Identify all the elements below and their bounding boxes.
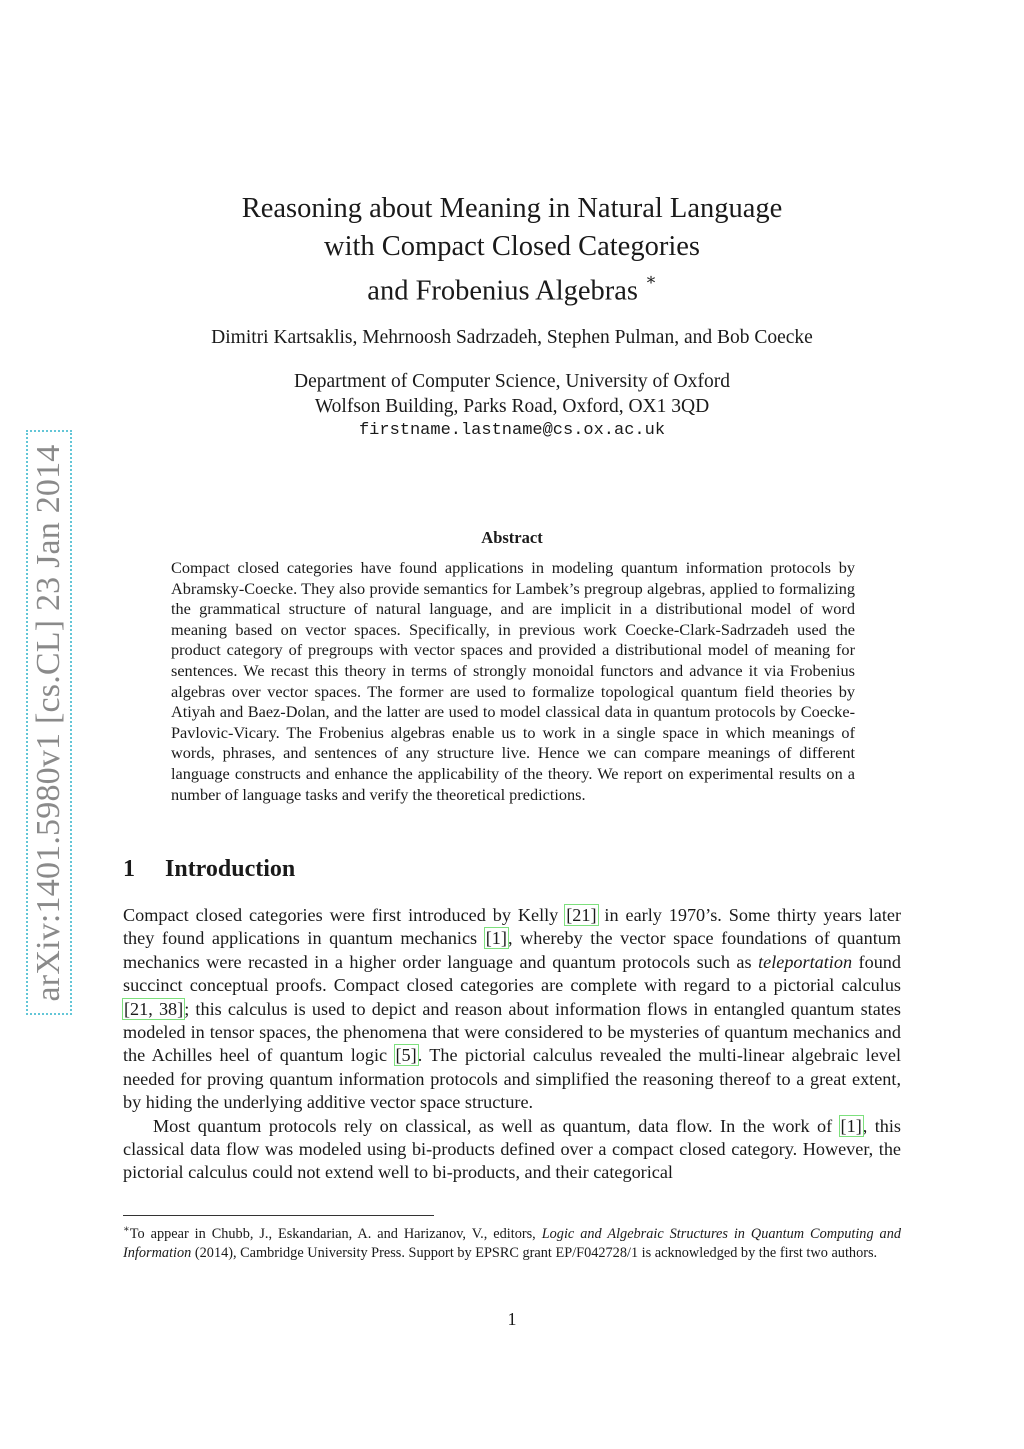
footnote-divider [123, 1215, 434, 1216]
abstract-text: Compact closed categories have found applications in modeling quantum information protocols by Abramsky-Coecke. They also provide semantics for Lambek’s pregroup algebras, applied to formalizing the grammatical structure of natural language, and are implicit in a distributional model of word meaning based on vector spaces. Specifically, in previous work Coecke-Clark-Sadrzadeh used the product category of pregroups with vector spaces and provided a distributional model of meaning for sentences. We recast this theory in terms of strongly monoidal functors and advance it via Frobenius algebras over vector spaces. The former are used to formalize topological quantum field theories by Atiyah and Baez-Dolan, and the latter are used to model classical data in quantum protocols by Coecke-Pavlovic-Vicary. The Frobenius algebras enable us to work in a single space in which meanings of words, phrases, and sentences of any structure live. Hence we can compare meanings of different language constructs and enhance the applicability of the theory. We report on experimental results on a number of language tasks and verify the theoretical predictions. [171, 558, 855, 804]
title-line-2: with Compact Closed Categories [324, 230, 700, 262]
paper-title [120, 190, 904, 310]
arxiv-identifier[interactable]: arXiv:1401.5980v1 [cs.CL] 23 Jan 2014 [30, 444, 67, 1001]
citation-link[interactable]: [21, 38] [124, 998, 184, 1019]
emphasis: teleportation [758, 951, 853, 972]
introduction-body [123, 904, 901, 1185]
arxiv-stamp[interactable] [26, 430, 72, 1015]
page-number: 1 [507, 1309, 517, 1329]
footnote: ∗To appear in Chubb, J., Eskandarian, A. and Harizanov, V., editors, Logic and Algebraic Structures in Quantum Computing and Information (2014), Cambridge University Press. Support by EPSRC grant EP/F042728/1 is acknowledged by the first two authors. [123, 1224, 901, 1262]
affiliation [120, 370, 904, 444]
author-email: firstname.lastname@cs.ox.ac.uk [358, 421, 666, 440]
affiliation-department: Department of Computer Science, University of Oxford [294, 371, 730, 392]
footnote-mark: ∗ [123, 1224, 130, 1235]
abstract-heading: Abstract [481, 528, 543, 547]
emphasis: Logic and Algebraic Structures in Quantum Computing and Information [123, 1225, 901, 1262]
section-title: Introduction [165, 856, 296, 882]
paragraph: Compact closed categories were first introduced by Kelly [21] in early 1970’s. Some thirty years later they found applications in quantum mechanics [1], whereby the vector space foundations of quantum mechanics were recasted in a higher order language and quantum protocols such as teleportation found succinct conceptual proofs. Compact closed categories are complete with regard to a pictorial calculus [21, 38]; this calculus is used to depict and reason about information flows in entangled quantum states modeled in tensor spaces, the phenomena that were considered to be mysteries of quantum mechanics and the Achilles heel of quantum logic [5]. The pictorial calculus revealed the multi-linear algebraic level needed for proving quantum information protocols and simplified the reasoning thereof to a great extent, by hiding the underlying additive vector space structure. [123, 905, 901, 1113]
title-footnote-mark[interactable]: ∗ [645, 270, 657, 289]
title-line-1: Reasoning about Meaning in Natural Language [241, 193, 783, 224]
citation-link[interactable]: [5] [395, 1045, 417, 1066]
title-line-3: and Frobenius Algebras ∗ [367, 270, 657, 307]
citation-link[interactable]: [1] [840, 1115, 862, 1136]
section-number: 1 [123, 856, 135, 882]
citation-link[interactable]: [1] [485, 928, 507, 949]
paragraph: Most quantum protocols rely on classical, as well as quantum, data flow. In the work of [1], this classical data flow was modeled using bi-products defined over a compact closed category. However, the pictorial calculus could not extend well to bi-products, and their categorical [123, 1115, 901, 1183]
section-heading [123, 856, 295, 883]
author-list: Dimitri Kartsaklis, Mehrnoosh Sadrzadeh, Stephen Pulman, and Bob Coecke [211, 327, 813, 348]
affiliation-address: Wolfson Building, Parks Road, Oxford, OX1 3QD [314, 395, 710, 417]
citation-link[interactable]: [21] [566, 905, 597, 925]
